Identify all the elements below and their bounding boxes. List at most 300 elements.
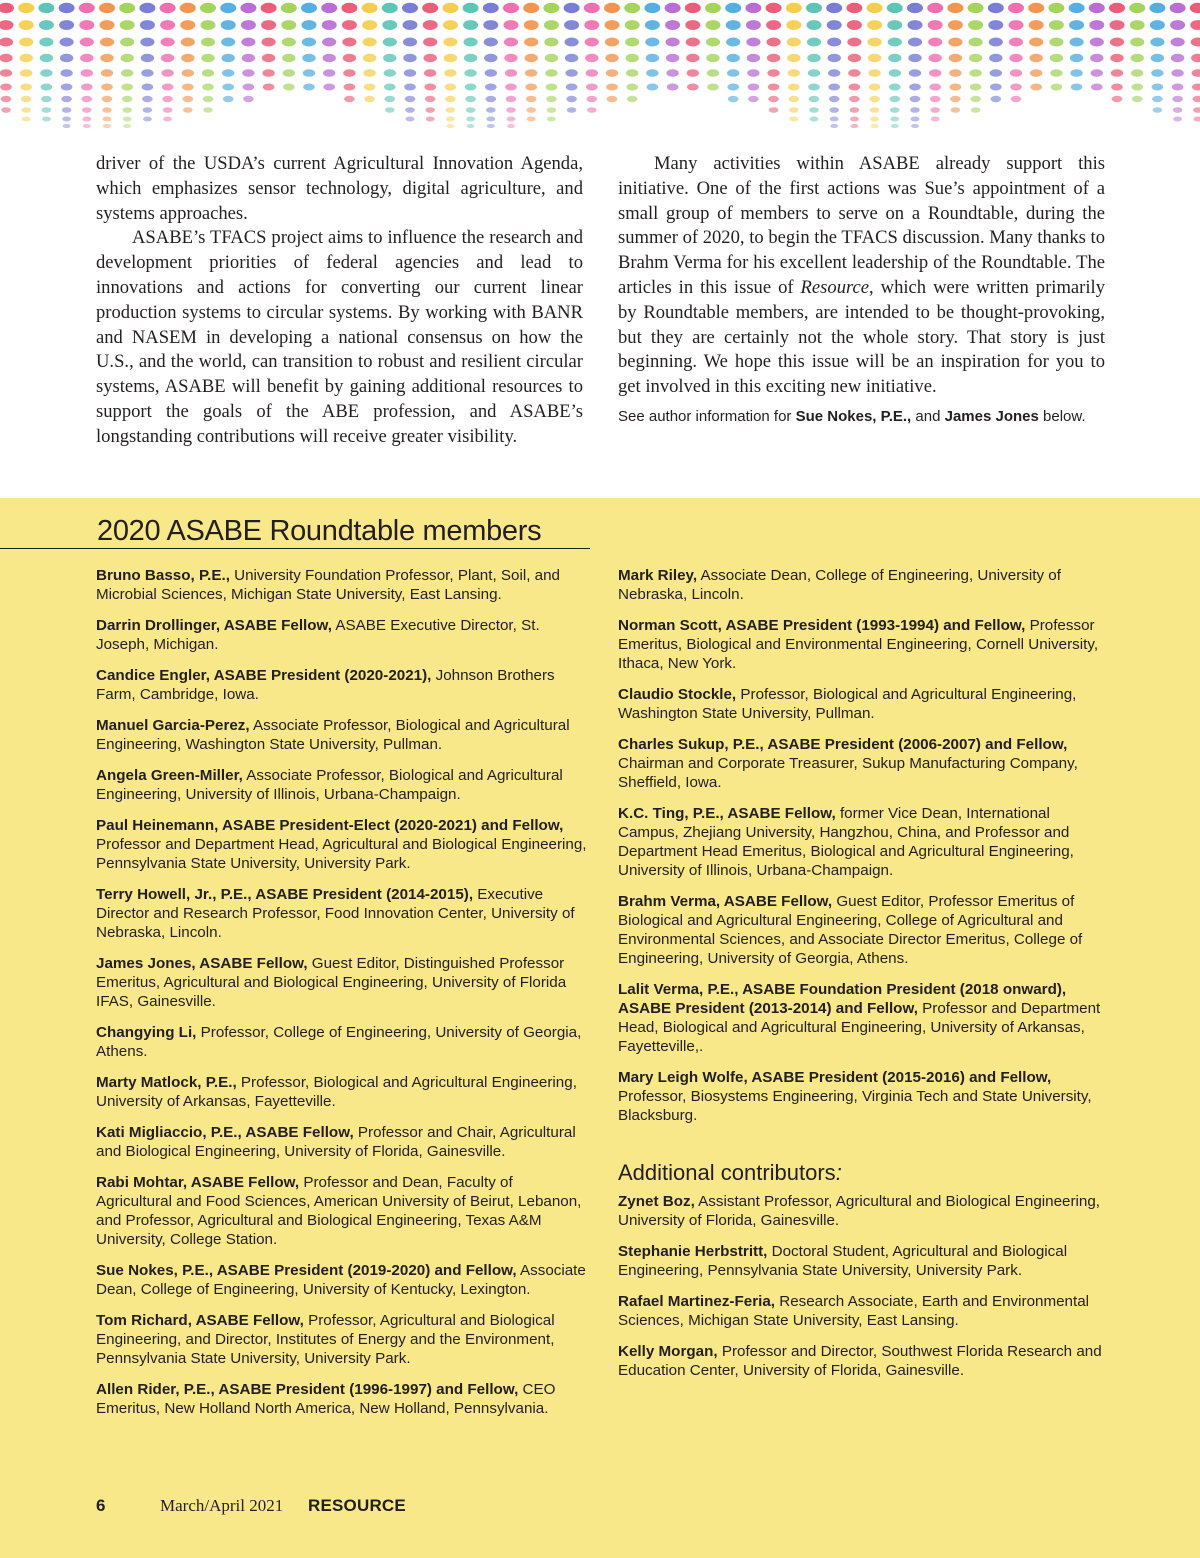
decorative-dot: [464, 69, 476, 77]
member-entry: [618, 616, 1110, 673]
decorative-dot: [100, 54, 113, 62]
decorative-dot: [1110, 20, 1125, 30]
member-name: Candice Engler, ASABE President (2020-2021),: [96, 667, 432, 684]
decorative-dot: [868, 38, 882, 47]
decorative-dot: [364, 96, 375, 102]
decorative-dot: [403, 54, 416, 62]
decorative-dot: [341, 3, 357, 13]
decorative-dot: [465, 84, 477, 91]
decorative-dot: [80, 38, 94, 47]
decorative-dot: [808, 84, 820, 91]
member-affiliation: CEO Emeritus, New Holland North America, New Holland, Pennsylvania.: [96, 1381, 556, 1417]
decorative-dot: [525, 84, 537, 91]
decorative-dot: [970, 84, 982, 91]
decorative-dot: [727, 69, 739, 77]
member-entry: [618, 685, 1110, 723]
decorative-dot: [443, 38, 457, 47]
decorative-dot: [908, 20, 923, 30]
decorative-dot: [59, 20, 74, 30]
decorative-dot: [1089, 20, 1104, 30]
decorative-dot: [587, 96, 598, 102]
decorative-dot: [121, 54, 134, 62]
decorative-dot: [1193, 117, 1200, 122]
decorative-dot-banner: [0, 0, 1200, 140]
decorative-dot: [120, 20, 135, 30]
decorative-dot: [364, 84, 376, 91]
decorative-dot: [362, 20, 377, 30]
decorative-dot: [404, 84, 416, 91]
decorative-dot: [62, 117, 71, 122]
member-entry: [96, 616, 588, 654]
decorative-dot: [81, 69, 93, 77]
member-entry: [96, 1311, 588, 1368]
decorative-dot: [767, 69, 779, 77]
member-entry: [96, 954, 588, 1011]
decorative-dot: [546, 96, 557, 102]
member-name: K.C. Ting, P.E., ASABE Fellow,: [618, 805, 836, 822]
decorative-dot: [910, 107, 920, 113]
decorative-dot: [1009, 38, 1023, 47]
decorative-dot: [382, 3, 398, 13]
decorative-dot: [1111, 69, 1123, 77]
decorative-dot: [384, 69, 396, 77]
decorative-dot: [908, 54, 921, 62]
decorative-dot: [850, 107, 860, 113]
decorative-dot: [41, 96, 52, 102]
decorative-dot: [828, 84, 840, 91]
decorative-dot: [80, 54, 93, 62]
decorative-dot: [39, 20, 54, 30]
member-affiliation: Associate Professor, Biological and Agricultural Engineering, Washington State University, Pullman.: [96, 717, 570, 753]
decorative-dot: [382, 20, 397, 30]
decorative-dot: [605, 38, 619, 47]
decorative-dot: [404, 69, 416, 77]
decorative-dot: [101, 69, 113, 77]
member-affiliation: Professor, Biological and Agricultural Engineering, Washington State University, Pullman.: [618, 686, 1077, 722]
decorative-dot: [991, 96, 1002, 102]
decorative-dot: [1193, 107, 1200, 113]
decorative-dot: [1172, 96, 1183, 102]
member-affiliation: Professor Emeritus, Biological and Environmental Engineering, Cornell University, Ithaca, New York.: [618, 617, 1099, 672]
decorative-dot: [142, 84, 154, 91]
decorative-dot: [828, 69, 840, 77]
decorative-dot: [807, 38, 821, 47]
article-paragraph: driver of the USDA’s current Agricultural Innovation Agenda, which emphasizes sensor technology, digital agriculture, and systems approaches.: [96, 153, 583, 224]
decorative-dot: [950, 96, 961, 102]
decorative-dot: [887, 3, 903, 13]
member-entry: [96, 1380, 588, 1418]
decorative-dot: [446, 124, 454, 128]
decorative-dot: [523, 3, 539, 13]
decorative-dot: [100, 20, 115, 30]
decorative-dot: [809, 107, 819, 113]
decorative-dot: [748, 84, 760, 91]
decorative-dot: [786, 3, 802, 13]
decorative-dot: [423, 38, 437, 47]
decorative-dot: [1030, 54, 1043, 62]
decorative-dot: [685, 3, 701, 13]
decorative-dot: [0, 54, 13, 62]
decorative-dot: [545, 69, 557, 77]
member-name: Zynet Boz,: [618, 1193, 695, 1210]
decorative-dot: [83, 124, 91, 128]
decorative-dot: [1192, 69, 1200, 77]
decorative-dot: [950, 84, 962, 91]
contributor-entry: [618, 1242, 1110, 1280]
decorative-dot: [222, 84, 234, 91]
decorative-dot: [907, 3, 923, 13]
decorative-dot: [425, 107, 435, 113]
contributors-list: [618, 1192, 1110, 1380]
decorative-dot: [624, 3, 640, 13]
member-entry: [618, 566, 1110, 604]
decorative-dot: [789, 96, 800, 102]
decorative-dot: [547, 107, 557, 113]
decorative-dot: [1110, 38, 1124, 47]
decorative-dot: [464, 54, 477, 62]
decorative-dot: [182, 69, 194, 77]
decorative-dot: [584, 3, 600, 13]
decorative-dot: [262, 69, 274, 77]
decorative-dot: [1153, 107, 1163, 113]
decorative-dot: [402, 3, 418, 13]
decorative-dot: [123, 117, 132, 122]
decorative-dot: [1028, 3, 1044, 13]
decorative-dot: [564, 3, 580, 13]
decorative-dot: [1150, 38, 1164, 47]
decorative-dot: [1089, 3, 1105, 13]
member-affiliation: Research Associate, Earth and Environmental Sciences, Michigan State University, East Lansing.: [618, 1293, 1090, 1329]
decorative-dot: [200, 3, 216, 13]
decorative-dot: [870, 117, 879, 122]
decorative-dot: [466, 107, 476, 113]
decorative-dot: [606, 84, 618, 91]
decorative-dot: [1130, 38, 1144, 47]
decorative-dot: [767, 54, 780, 62]
decorative-dot: [221, 20, 236, 30]
decorative-dot: [221, 38, 235, 47]
decorative-dot: [585, 38, 599, 47]
decorative-dot: [60, 54, 73, 62]
decorative-dot: [303, 84, 315, 91]
decorative-dot: [141, 69, 153, 77]
decorative-dot: [486, 96, 497, 102]
decorative-dot: [143, 117, 152, 122]
member-affiliation: Guest Editor, Professor Emeritus of Biological and Agricultural Engineering, College of Agricultural and Environmental Sciences, and Associate Director Emeritus, College of Engineering, University of Georgia, Athens.: [618, 893, 1083, 967]
decorative-dot: [969, 38, 983, 47]
decorative-dot: [484, 38, 498, 47]
decorative-dot: [988, 3, 1004, 13]
decorative-dot: [525, 54, 538, 62]
decorative-dot: [343, 54, 356, 62]
decorative-dot: [363, 69, 375, 77]
decorative-dot: [566, 84, 578, 91]
decorative-dot: [262, 38, 276, 47]
decorative-dot: [486, 117, 495, 122]
decorative-dot: [444, 69, 456, 77]
decorative-dot: [383, 38, 397, 47]
decorative-dot: [19, 20, 34, 30]
decorative-dot: [385, 107, 395, 113]
decorative-dot: [163, 117, 172, 122]
decorative-dot: [19, 38, 33, 47]
decorative-dot: [403, 20, 418, 30]
decorative-dot: [868, 69, 880, 77]
decorative-dot: [282, 38, 296, 47]
decorative-dot: [890, 117, 899, 122]
decorative-dot: [968, 3, 984, 13]
decorative-dot: [849, 84, 861, 91]
decorative-dot: [1110, 54, 1123, 62]
decorative-dot: [344, 96, 355, 102]
decorative-dot: [1071, 84, 1083, 91]
decorative-dot: [242, 54, 255, 62]
decorative-dot: [1008, 3, 1024, 13]
decorative-dot: [949, 54, 962, 62]
member-name: Stephanie Herbstritt,: [618, 1243, 768, 1260]
decorative-dot: [466, 117, 475, 122]
decorative-dot: [483, 3, 499, 13]
decorative-dot: [746, 38, 760, 47]
decorative-dot: [503, 3, 519, 13]
decorative-dot: [222, 69, 234, 77]
decorative-dot: [21, 107, 31, 113]
decorative-dot: [707, 84, 719, 91]
decorative-dot: [222, 54, 235, 62]
decorative-dot: [322, 20, 337, 30]
decorative-dot: [871, 124, 879, 128]
decorative-dot: [281, 3, 297, 13]
member-affiliation: Professor and Dean, Faculty of Agricultural and Food Sciences, American University of Beirut, Lebanon, and Professor, Agricultural and Biological Engineering, Texas A&M University, College Station.: [96, 1174, 582, 1248]
decorative-dot: [202, 69, 214, 77]
decorative-dot: [1152, 84, 1164, 91]
decorative-dot: [363, 54, 376, 62]
decorative-dot: [102, 96, 113, 102]
decorative-dot: [889, 69, 901, 77]
decorative-dot: [203, 96, 214, 102]
decorative-dot: [62, 107, 72, 113]
decorative-dot: [425, 96, 436, 102]
decorative-dot: [1173, 117, 1182, 122]
member-name: Changying Li,: [96, 1024, 197, 1041]
decorative-dot: [645, 38, 659, 47]
decorative-dot: [424, 54, 437, 62]
decorative-dot: [1171, 38, 1185, 47]
member-name: Darrin Drollinger, ASABE Fellow,: [96, 617, 333, 634]
decorative-dot: [487, 124, 495, 128]
decorative-dot: [363, 38, 377, 47]
decorative-dot: [120, 38, 134, 47]
decorative-dot: [605, 54, 618, 62]
decorative-dot: [162, 96, 173, 102]
decorative-dot: [1131, 84, 1143, 91]
decorative-dot: [527, 117, 536, 122]
decorative-dot: [323, 84, 335, 91]
decorative-dot: [82, 117, 91, 122]
decorative-dot: [605, 20, 620, 30]
roundtable-members-list: [618, 566, 1110, 1125]
decorative-dot: [506, 96, 517, 102]
decorative-dot: [645, 20, 660, 30]
decorative-dot: [910, 96, 921, 102]
decorative-dot: [526, 107, 536, 113]
decorative-dot: [486, 107, 496, 113]
decorative-dot: [484, 54, 497, 62]
decorative-dot: [505, 84, 517, 91]
decorative-dot: [1030, 69, 1042, 77]
contributor-entry: [618, 1342, 1110, 1380]
decorative-dot: [726, 20, 741, 30]
decorative-dot: [162, 84, 174, 91]
decorative-dot: [0, 3, 14, 13]
decorative-dot: [947, 3, 963, 13]
decorative-dot: [849, 96, 860, 102]
magazine-title-italic: Resource: [800, 276, 870, 298]
member-name: Brahm Verma, ASABE Fellow,: [618, 893, 833, 910]
decorative-dot: [507, 124, 515, 128]
contributor-entry: [618, 1192, 1110, 1230]
decorative-dot: [543, 3, 559, 13]
decorative-dot: [586, 69, 598, 77]
member-entry: [618, 1068, 1110, 1125]
decorative-dot: [666, 69, 678, 77]
decorative-dot: [1152, 96, 1163, 102]
decorative-dot: [929, 84, 941, 91]
member-entry: [618, 804, 1110, 880]
decorative-dot: [1173, 107, 1183, 113]
decorative-dot: [103, 117, 112, 122]
decorative-dot: [706, 20, 721, 30]
decorative-dot: [1009, 20, 1024, 30]
decorative-dot: [747, 54, 760, 62]
decorative-dot: [867, 3, 883, 13]
decorative-dot: [101, 84, 113, 91]
decorative-dot: [789, 107, 799, 113]
decorative-dot: [1111, 84, 1123, 91]
decorative-dot: [1109, 3, 1125, 13]
decorative-dot: [766, 3, 782, 13]
decorative-dot: [928, 38, 942, 47]
decorative-dot: [424, 69, 436, 77]
decorative-dot: [240, 3, 256, 13]
decorative-dot: [0, 69, 12, 77]
decorative-dot: [507, 117, 516, 122]
decorative-dot: [81, 84, 93, 91]
decorative-dot: [846, 3, 862, 13]
decorative-dot: [465, 96, 476, 102]
member-affiliation: ASABE Executive Director, St. Joseph, Michigan.: [96, 617, 540, 653]
decorative-dot: [180, 3, 196, 13]
decorative-dot: [990, 84, 1002, 91]
decorative-dot: [989, 54, 1002, 62]
decorative-dot: [38, 3, 54, 13]
decorative-dot: [385, 96, 396, 102]
decorative-dot: [1172, 84, 1184, 91]
decorative-dot: [869, 96, 880, 102]
decorative-dot: [302, 38, 316, 47]
decorative-dot: [426, 117, 435, 122]
decorative-dot: [445, 96, 456, 102]
decorative-dot: [463, 20, 478, 30]
decorative-dot: [100, 38, 114, 47]
decorative-dot: [262, 54, 275, 62]
decorative-dot: [949, 69, 961, 77]
decorative-dot: [182, 84, 194, 91]
decorative-dot: [405, 107, 415, 113]
decorative-dot: [890, 96, 901, 102]
decorative-dot: [544, 38, 558, 47]
decorative-dot: [929, 54, 942, 62]
decorative-dot: [1050, 69, 1062, 77]
decorative-dot: [830, 117, 839, 122]
decorative-dot: [806, 3, 822, 13]
roundtable-members-left: [96, 566, 588, 1430]
member-name: Bruno Basso, P.E.,: [96, 567, 230, 584]
member-name: Norman Scott, ASABE President (1993-1994) and Fellow,: [618, 617, 1026, 634]
member-entry: [96, 1023, 588, 1061]
decorative-dot: [203, 107, 213, 113]
decorative-dot: [807, 54, 820, 62]
decorative-dot: [728, 96, 739, 102]
decorative-dot: [788, 69, 800, 77]
member-name: Rafael Martinez-Feria,: [618, 1293, 775, 1310]
member-entry: [96, 885, 588, 942]
decorative-dot: [891, 124, 899, 128]
decorative-dot: [1011, 96, 1022, 102]
decorative-dot: [20, 84, 32, 91]
member-entry: [96, 716, 588, 754]
decorative-dot: [40, 69, 52, 77]
decorative-dot: [302, 54, 315, 62]
member-name: James Jones, ASABE Fellow,: [96, 955, 308, 972]
decorative-dot: [829, 96, 840, 102]
decorative-dot: [565, 54, 578, 62]
member-entry: [96, 1173, 588, 1249]
member-affiliation: Professor and Director, Southwest Florida Research and Education Center, University of Florida, Gainesville.: [618, 1343, 1102, 1379]
decorative-dot: [890, 107, 900, 113]
decorative-dot: [868, 54, 881, 62]
member-entry: [96, 666, 588, 704]
decorative-dot: [1090, 38, 1104, 47]
decorative-dot: [444, 54, 457, 62]
member-name: Mark Riley,: [618, 567, 698, 584]
member-entry: [96, 566, 588, 604]
decorative-dot: [787, 54, 800, 62]
decorative-dot: [119, 3, 135, 13]
decorative-dot: [281, 20, 296, 30]
decorative-dot: [445, 84, 457, 91]
decorative-dot: [1029, 20, 1044, 30]
decorative-dot: [604, 3, 620, 13]
decorative-dot: [161, 38, 175, 47]
member-affiliation: Associate Professor, Biological and Agricultural Engineering, University of Illinois, Urbana-Champaign.: [96, 767, 563, 803]
decorative-dot: [667, 84, 679, 91]
decorative-dot: [141, 54, 154, 62]
decorative-dot: [1070, 54, 1083, 62]
member-affiliation: Associate Dean, College of Engineering, University of Nebraska, Lincoln.: [618, 567, 1061, 603]
decorative-dot: [59, 3, 75, 13]
member-entry: [96, 1073, 588, 1111]
contributor-entry: [618, 1292, 1110, 1330]
decorative-dot: [103, 124, 111, 128]
decorative-dot: [808, 69, 820, 77]
decorative-dot: [485, 84, 497, 91]
decorative-dot: [665, 3, 681, 13]
decorative-dot: [342, 38, 356, 47]
decorative-dot: [1009, 54, 1022, 62]
decorative-dot: [911, 117, 920, 122]
decorative-dot: [303, 69, 315, 77]
